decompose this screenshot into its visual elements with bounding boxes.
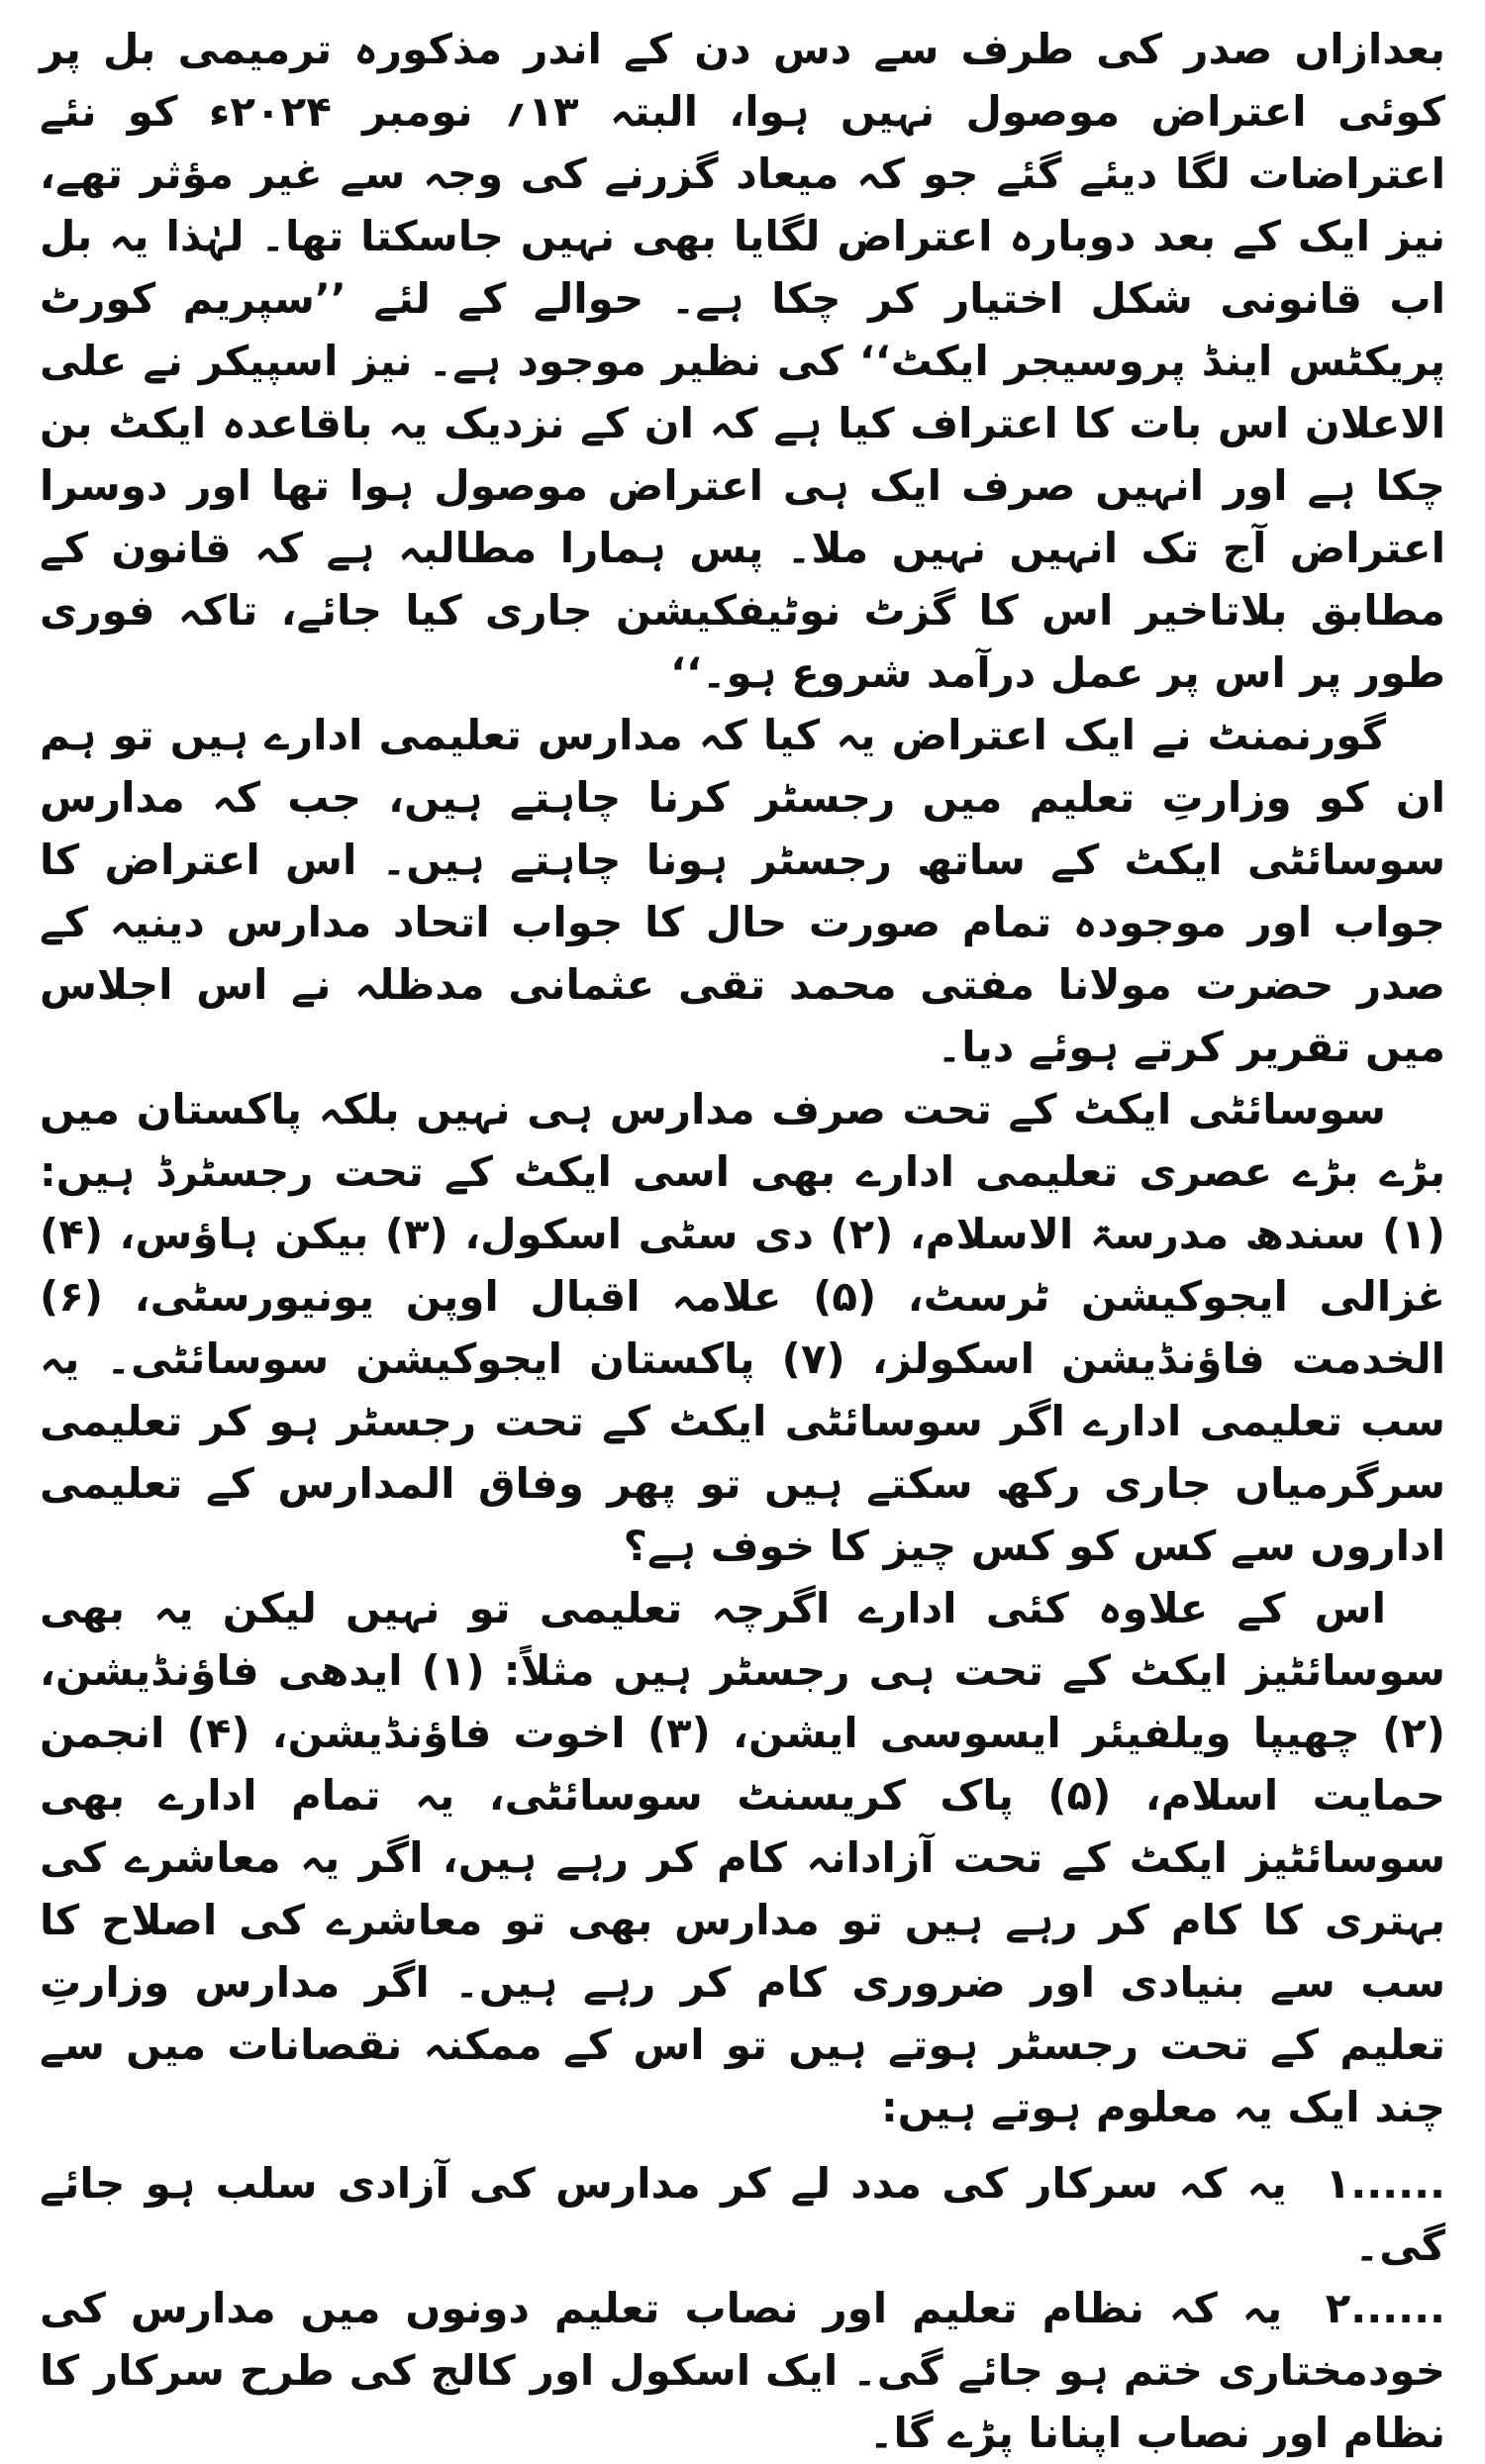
list-item-2 — [40, 2277, 1445, 2464]
paragraph-3: سوسائٹی ایکٹ کے تحت صرف مدارس ہی نہیں بلکہ پاکستان میں بڑے بڑے عصری تعلیمی ادارے بھی اسی ایکٹ کے تحت رجسٹرڈ ہیں: (۱) سندھ مدرسۃ الاسلام، (۲) دی سٹی اسکول، (۳) بیکن ہاؤس، (۴) غزالی ایجوکیشن ٹرسٹ، (۵) علامہ اقبال اوپن یونیورسٹی، (۶) الخدمت فاؤنڈیشن اسکولز، (۷) پاکستان ایجوکیشن سوسائٹی۔ یہ سب تعلیمی ادارے اگر سوسائٹی ایکٹ کے تحت رجسٹر ہو کر تعلیمی سرگرمیاں جاری رکھ سکتے ہیں تو پھر وفاق المدارس کے تعلیمی اداروں سے کس کو کس چیز کا خوف ہے؟ — [40, 1085, 1445, 1570]
list-item-number: ۲...... — [1325, 2284, 1446, 2332]
paragraph-2: گورنمنٹ نے ایک اعتراض یہ کیا کہ مدارس تعلیمی ادارے ہیں تو ہم ان کو وزارتِ تعلیم میں رجسٹر کرنا چاہتے ہیں، جب کہ مدارس سوسائٹی ایکٹ کے ساتھ رجسٹر ہونا چاہتے ہیں۔ اس اعتراض کا جواب اور موجودہ تمام صورت حال کا جواب اتحاد مدارس دینیہ کے صدر حضرت مولانا مفتی محمد تقی عثمانی مدظلہ نے اس اجلاس میں تقریر کرتے ہوئے دیا۔ — [40, 711, 1445, 1071]
list-item-number: ۱...... — [1325, 2159, 1445, 2208]
urdu-document — [40, 18, 1445, 2464]
list-item-text: یہ کہ سرکار کی مدد لے کر مدارس کی آزادی سلب ہو جائے گی۔ — [40, 2159, 1445, 2270]
paragraph-1: بعدازاں صدر کی طرف سے دس دن کے اندر مذکورہ ترمیمی بل پر کوئی اعتراض موصول نہیں ہوا، البتہ ۱۳؍ نومبر ۲۰۲۴ء کو نئے اعتراضات لگا دیئے گئے جو کہ میعاد گزرنے کی وجہ سے غیر مؤثر تھے، نیز ایک کے بعد دوبارہ اعتراض لگایا بھی نہیں جاسکتا تھا۔ لہٰذا یہ بل اب قانونی شکل اختیار کر چکا ہے۔ حوالے کے لئے ’’سپریم کورٹ پریکٹس اینڈ پروسیجر ایکٹ‘‘ کی نظیر موجود ہے۔ نیز اسپیکر نے علی الاعلان اس بات کا اعتراف کیا ہے کہ ان کے نزدیک یہ باقاعدہ ایکٹ بن چکا ہے اور انہیں صرف ایک ہی اعتراض موصول ہوا تھا اور دوسرا اعتراض آج تک انہیں نہیں ملا۔ پس ہمارا مطالبہ ہے کہ قانون کے مطابق بلاتاخیر اس کا گزٹ نوٹیفکیشن جاری کیا جائے، تاکہ فوری طور پر اس پر عمل درآمد شروع ہو۔‘‘ — [40, 25, 1445, 697]
paragraph-4: اس کے علاوہ کئی ادارے اگرچہ تعلیمی تو نہیں لیکن یہ بھی سوسائٹیز ایکٹ کے تحت ہی رجسٹر ہیں مثلاً: (۱) ایدھی فاؤنڈیشن، (۲) چھیپا ویلفیئر ایسوسی ایشن، (۳) اخوت فاؤنڈیشن، (۴) انجمن حمایت اسلام، (۵) پاک کریسنٹ سوسائٹی، یہ تمام ادارے بھی سوسائٹیز ایکٹ کے تحت آزادانہ کام کر رہے ہیں، اگر یہ معاشرے کی بہتری کا کام کر رہے ہیں تو مدارس بھی تو معاشرے کی اصلاح کا سب سے بنیادی اور ضروری کام کر رہے ہیں۔ اگر مدارس وزارتِ تعلیم کے تحت رجسٹر ہوتے ہیں تو اس کے ممکنہ نقصانات میں سے چند ایک یہ معلوم ہوتے ہیں: — [40, 1584, 1445, 2131]
list-item-text: یہ کہ نظام تعلیم اور نصاب تعلیم دونوں میں مدارس کی خودمختاری ختم ہو جائے گی۔ ایک اسکول اور کالج کی طرح سرکار کا نظام اور نصاب اپنانا پڑے گا۔ — [40, 2284, 1445, 2457]
list-item-1 — [40, 2152, 1445, 2277]
